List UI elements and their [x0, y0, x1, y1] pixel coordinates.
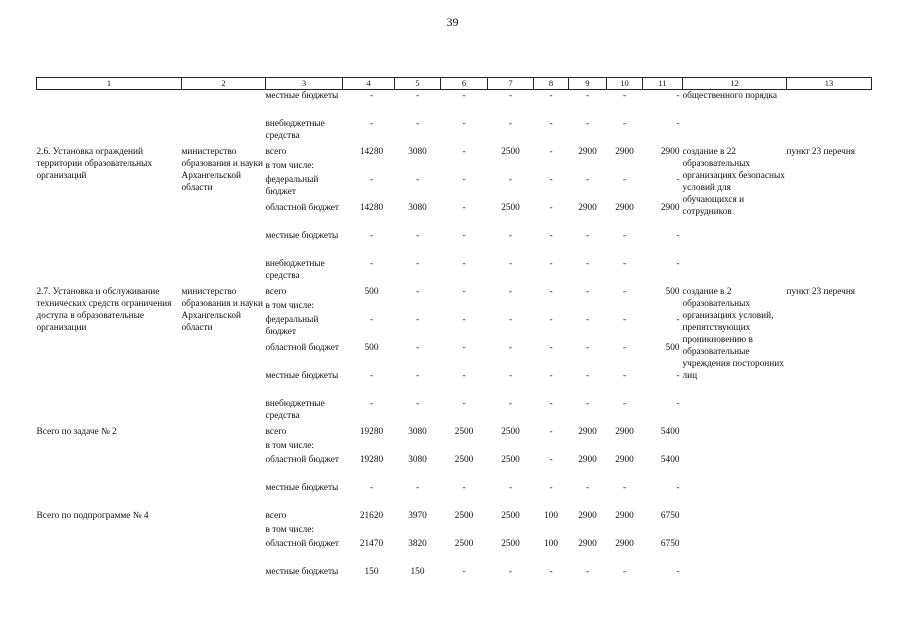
- responsible-executor: [182, 510, 266, 594]
- value-cell: [534, 524, 569, 538]
- value-cell: [643, 440, 683, 454]
- value-cell: [395, 524, 441, 538]
- value-cell: [643, 300, 683, 314]
- value-cell: -: [369, 371, 374, 381]
- value-cell: -: [549, 427, 553, 437]
- funding-source: местные бюджеты: [265, 91, 339, 101]
- value-cell: -: [676, 259, 680, 269]
- header-cell: 6: [441, 78, 488, 90]
- value-cell: -: [462, 231, 466, 241]
- value-cell: 3080: [408, 427, 427, 437]
- value-cell: -: [585, 91, 590, 101]
- table-row: [37, 510, 872, 524]
- value-cell: -: [508, 567, 513, 577]
- value-cell: -: [549, 203, 553, 213]
- funding-source: всего: [265, 511, 287, 521]
- value-cell: -: [622, 343, 627, 353]
- funding-source: в том числе:: [265, 161, 314, 171]
- value-cell: -: [415, 175, 420, 185]
- funding-source: областной бюджет: [265, 455, 339, 465]
- value-cell: -: [369, 91, 374, 101]
- value-cell: -: [415, 399, 420, 409]
- value-cell: [607, 524, 643, 538]
- header-row: [37, 78, 872, 90]
- value-cell: -: [585, 287, 590, 297]
- value-cell: -: [676, 91, 680, 101]
- value-cell: -: [508, 231, 513, 241]
- value-cell: -: [462, 399, 466, 409]
- value-cell: -: [676, 567, 680, 577]
- funding-source: областной бюджет: [265, 539, 339, 549]
- value-cell: 5400: [660, 427, 680, 437]
- table-row: [37, 146, 872, 160]
- value-cell: -: [508, 287, 513, 297]
- value-cell: 100: [544, 539, 558, 549]
- value-cell: [441, 440, 488, 454]
- value-cell: -: [549, 259, 553, 269]
- header-cell: 3: [266, 78, 343, 90]
- funding-source: внебюджетные средства: [265, 399, 325, 421]
- value-cell: -: [676, 119, 680, 129]
- header-cell: 9: [569, 78, 607, 90]
- value-cell: -: [462, 343, 466, 353]
- value-cell: [643, 524, 683, 538]
- table-row: [37, 90, 872, 119]
- value-cell: 2500: [501, 511, 520, 521]
- value-cell: -: [622, 175, 627, 185]
- value-cell: [569, 524, 607, 538]
- value-cell: 5400: [660, 455, 680, 465]
- reference: пункт 23 перечня: [786, 287, 856, 297]
- funding-source: в том числе:: [265, 525, 314, 535]
- value-cell: -: [508, 399, 513, 409]
- funding-source: областной бюджет: [265, 203, 339, 213]
- value-cell: 500: [364, 343, 379, 353]
- value-cell: 3970: [408, 511, 427, 521]
- value-cell: -: [622, 231, 627, 241]
- value-cell: 2500: [454, 455, 474, 465]
- header-cell: 2: [182, 78, 266, 90]
- value-cell: 2500: [501, 147, 520, 157]
- value-cell: -: [585, 399, 590, 409]
- value-cell: 2900: [578, 455, 597, 465]
- header-cell: 8: [534, 78, 569, 90]
- value-cell: -: [369, 399, 374, 409]
- value-cell: [343, 160, 395, 174]
- value-cell: [488, 300, 534, 314]
- reference: пункт 23 перечня: [786, 147, 856, 157]
- expected-result: создание в 2 образовательных организациях условий, препятствующих проникновению в образовательные учреждения посторонних лиц: [682, 287, 784, 381]
- value-cell: [534, 440, 569, 454]
- value-cell: 150: [410, 567, 425, 577]
- value-cell: [343, 524, 395, 538]
- responsible-executor: [182, 90, 266, 147]
- value-cell: -: [549, 483, 553, 493]
- value-cell: 500: [665, 287, 680, 297]
- value-cell: -: [549, 315, 553, 325]
- value-cell: [441, 160, 488, 174]
- table-row: [37, 286, 872, 300]
- value-cell: [607, 440, 643, 454]
- value-cell: -: [508, 259, 513, 269]
- value-cell: -: [369, 119, 374, 129]
- value-cell: -: [549, 119, 553, 129]
- value-cell: -: [415, 259, 420, 269]
- value-cell: -: [508, 91, 513, 101]
- reference: [787, 90, 872, 147]
- expected-result: общественного порядка: [682, 91, 777, 101]
- value-cell: -: [462, 91, 466, 101]
- value-cell: [488, 160, 534, 174]
- value-cell: 19280: [359, 427, 384, 437]
- header-cell: 4: [343, 78, 395, 90]
- value-cell: [343, 440, 395, 454]
- value-cell: 150: [364, 567, 379, 577]
- value-cell: 3080: [408, 203, 427, 213]
- value-cell: 21470: [359, 539, 384, 549]
- value-cell: -: [549, 147, 553, 157]
- value-cell: -: [462, 315, 466, 325]
- funding-source: всего: [265, 427, 287, 437]
- reference: [787, 510, 872, 594]
- value-cell: -: [585, 567, 590, 577]
- value-cell: -: [676, 175, 680, 185]
- value-cell: -: [415, 371, 420, 381]
- value-cell: 500: [665, 343, 680, 353]
- value-cell: 6750: [660, 511, 680, 521]
- value-cell: -: [462, 175, 466, 185]
- value-cell: 14280: [359, 147, 384, 157]
- row-title: 2.6. Установка ограждений территории образовательных организаций: [36, 147, 152, 181]
- budget-table: [36, 77, 872, 594]
- value-cell: [569, 300, 607, 314]
- value-cell: [569, 440, 607, 454]
- value-cell: 2900: [578, 427, 597, 437]
- value-cell: -: [462, 567, 466, 577]
- funding-source: всего: [265, 287, 287, 297]
- value-cell: 2900: [615, 539, 634, 549]
- responsible-executor: [182, 426, 266, 510]
- expected-result: [683, 426, 787, 510]
- value-cell: -: [369, 483, 374, 493]
- value-cell: 2900: [615, 511, 634, 521]
- value-cell: [395, 160, 441, 174]
- value-cell: -: [508, 315, 513, 325]
- value-cell: -: [676, 315, 680, 325]
- value-cell: 2500: [501, 427, 520, 437]
- value-cell: [395, 300, 441, 314]
- value-cell: -: [415, 119, 420, 129]
- value-cell: 2500: [454, 539, 474, 549]
- value-cell: -: [585, 315, 590, 325]
- value-cell: [643, 160, 683, 174]
- value-cell: -: [585, 119, 590, 129]
- value-cell: -: [462, 203, 466, 213]
- funding-source: федеральный бюджет: [265, 315, 319, 337]
- value-cell: [607, 300, 643, 314]
- value-cell: -: [676, 231, 680, 241]
- value-cell: -: [549, 371, 553, 381]
- value-cell: [569, 160, 607, 174]
- value-cell: -: [369, 231, 374, 241]
- value-cell: 2900: [578, 539, 597, 549]
- row-title: [37, 90, 182, 147]
- value-cell: 2900: [615, 147, 634, 157]
- value-cell: -: [369, 315, 374, 325]
- value-cell: 2500: [501, 455, 520, 465]
- value-cell: -: [462, 259, 466, 269]
- funding-source: местные бюджеты: [265, 231, 339, 241]
- funding-source: местные бюджеты: [265, 371, 339, 381]
- value-cell: -: [415, 287, 420, 297]
- value-cell: -: [462, 483, 466, 493]
- value-cell: -: [369, 175, 374, 185]
- value-cell: -: [676, 371, 680, 381]
- value-cell: -: [622, 91, 627, 101]
- value-cell: -: [585, 371, 590, 381]
- header-cell: 7: [488, 78, 534, 90]
- value-cell: 3080: [408, 147, 427, 157]
- value-cell: 2900: [615, 427, 634, 437]
- value-cell: -: [462, 287, 466, 297]
- header-cell: 12: [683, 78, 787, 90]
- value-cell: -: [462, 371, 466, 381]
- value-cell: 2500: [454, 427, 474, 437]
- value-cell: -: [585, 231, 590, 241]
- funding-source: местные бюджеты: [265, 567, 339, 577]
- value-cell: -: [622, 287, 627, 297]
- expected-result: создание в 22 образовательных организациях безопасных условий для обучающихся и сотрудников: [682, 147, 785, 217]
- value-cell: -: [549, 91, 553, 101]
- responsible-executor: министерство образования и науки Архангельской области: [181, 147, 263, 193]
- row-title: 2.7. Установка и обслуживание технических средств ограничения доступа в образовательные организации: [36, 287, 172, 333]
- value-cell: -: [508, 343, 513, 353]
- value-cell: -: [462, 119, 466, 129]
- value-cell: [343, 300, 395, 314]
- value-cell: [607, 160, 643, 174]
- value-cell: -: [622, 399, 627, 409]
- value-cell: [395, 440, 441, 454]
- reference: [787, 426, 872, 510]
- value-cell: -: [549, 175, 553, 185]
- value-cell: -: [549, 287, 553, 297]
- funding-source: федеральный бюджет: [265, 175, 319, 197]
- value-cell: 2900: [578, 147, 597, 157]
- value-cell: -: [622, 483, 627, 493]
- value-cell: -: [415, 483, 420, 493]
- value-cell: -: [585, 343, 590, 353]
- value-cell: 19280: [359, 455, 384, 465]
- value-cell: -: [508, 371, 513, 381]
- value-cell: -: [508, 175, 513, 185]
- value-cell: -: [549, 567, 553, 577]
- value-cell: -: [508, 483, 513, 493]
- value-cell: -: [415, 231, 420, 241]
- value-cell: [534, 160, 569, 174]
- funding-source: местные бюджеты: [265, 483, 339, 493]
- table-row: [37, 426, 872, 440]
- value-cell: -: [415, 343, 420, 353]
- value-cell: [441, 300, 488, 314]
- value-cell: -: [622, 259, 627, 269]
- value-cell: -: [585, 259, 590, 269]
- header-cell: 1: [37, 78, 182, 90]
- value-cell: [488, 440, 534, 454]
- funding-source: внебюджетные средства: [265, 119, 325, 141]
- expected-result: [683, 510, 787, 594]
- value-cell: -: [676, 483, 680, 493]
- value-cell: 2900: [615, 203, 634, 213]
- value-cell: -: [622, 371, 627, 381]
- funding-source: всего: [265, 147, 287, 157]
- value-cell: -: [585, 175, 590, 185]
- header-cell: 11: [643, 78, 683, 90]
- funding-source: в том числе:: [265, 301, 314, 311]
- value-cell: 14280: [359, 203, 384, 213]
- page-number: 39: [446, 15, 459, 29]
- header-cell: 10: [607, 78, 643, 90]
- header-cell: 13: [787, 78, 872, 90]
- value-cell: 3080: [408, 455, 427, 465]
- value-cell: -: [585, 483, 590, 493]
- value-cell: -: [462, 147, 466, 157]
- responsible-executor: министерство образования и науки Архангельской области: [181, 287, 263, 333]
- value-cell: 3820: [408, 539, 427, 549]
- value-cell: -: [549, 343, 553, 353]
- row-title: Всего по подпрограмме № 4: [36, 511, 149, 521]
- value-cell: -: [622, 315, 627, 325]
- value-cell: -: [676, 399, 680, 409]
- value-cell: 6750: [660, 539, 680, 549]
- value-cell: -: [415, 315, 420, 325]
- funding-source: в том числе:: [265, 441, 314, 451]
- value-cell: [441, 524, 488, 538]
- value-cell: -: [549, 455, 553, 465]
- value-cell: 500: [364, 287, 379, 297]
- value-cell: 2500: [501, 203, 520, 213]
- value-cell: [488, 524, 534, 538]
- value-cell: 100: [544, 511, 558, 521]
- value-cell: 2900: [615, 455, 634, 465]
- value-cell: -: [622, 567, 627, 577]
- funding-source: областной бюджет: [265, 343, 339, 353]
- value-cell: -: [369, 259, 374, 269]
- value-cell: 2500: [501, 539, 520, 549]
- row-title: Всего по задаче № 2: [36, 427, 117, 437]
- value-cell: -: [622, 119, 627, 129]
- value-cell: -: [549, 231, 553, 241]
- funding-source: внебюджетные средства: [265, 259, 325, 281]
- header-cell: 5: [395, 78, 441, 90]
- value-cell: 2500: [454, 511, 474, 521]
- value-cell: 2900: [578, 203, 597, 213]
- value-cell: -: [508, 119, 513, 129]
- value-cell: -: [549, 399, 553, 409]
- value-cell: 2900: [660, 203, 680, 213]
- value-cell: 2900: [660, 147, 680, 157]
- value-cell: 2900: [578, 511, 597, 521]
- value-cell: -: [415, 91, 420, 101]
- value-cell: [534, 300, 569, 314]
- value-cell: 21620: [359, 511, 384, 521]
